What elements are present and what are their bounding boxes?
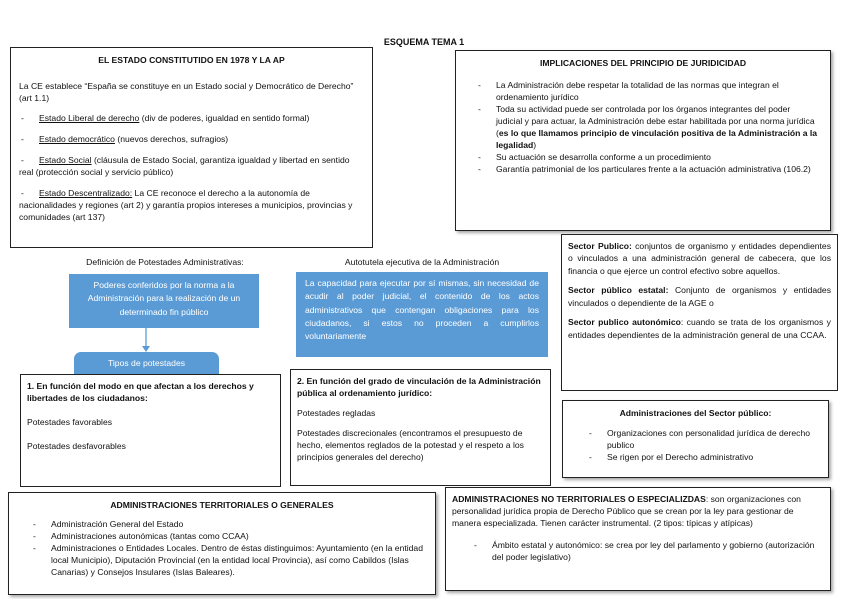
no-territoriales-box xyxy=(445,487,831,591)
adm-sector-box xyxy=(562,400,829,478)
autotutela-caption: Autotutela ejecutiva de la Administración xyxy=(344,257,500,267)
sector-publico-box xyxy=(561,234,838,391)
juridicidad-item: - Garantía patrimonial de los particulares frente a la actuación administrativa (106.2) xyxy=(476,163,818,175)
juridicidad-title: IMPLICACIONES DEL PRINCIPIO DE JURIDICIDAD xyxy=(539,58,747,68)
adm-sector-item: - Organizaciones con personalidad jurídica de derecho publico xyxy=(587,427,818,451)
estado-intro: La CE establece “España se constituye en un Estado social y Democrático de Derecho” (art 1.1) xyxy=(19,81,354,104)
juridicidad-box xyxy=(455,50,831,231)
grado-item: Potestades discrecionales (encontramos el presupuesto de hecho, elementos reglados de la potestad y el respeto a los principios generales del derecho) xyxy=(297,428,524,463)
potestades-caption: Definición de Potestades Administrativas: xyxy=(86,257,244,267)
modo-item: Potestades desfavorables xyxy=(27,441,126,452)
estado-item-social: - Estado Social (cláusula de Estado Social, garantiza igualdad y libertad en sentido real (protección social y servicio público) xyxy=(19,154,364,178)
estado-item-descentralizado: - Estado Descentralizado: La CE reconoce el derecho a la autonomía de nacionalidades y regiones (art 2) y garantía propios intereses a municipios, provincias y comunidades (art 137) xyxy=(19,187,364,223)
potestades-grado-box xyxy=(290,369,551,486)
territoriales-box xyxy=(8,492,436,595)
juridicidad-list xyxy=(468,79,818,175)
juridicidad-item: - Toda su actividad puede ser controlada por los órganos integrantes del poder judicial y para actuar, la Administración debe estar habilitada por una norma jurídica (es lo que llamamos principio de vinculación positiva de la Administración a la legalidad) xyxy=(476,103,818,151)
modo-title: 1. En función del modo en que afectan a los derechos y libertades de los ciudadanos: xyxy=(27,381,254,404)
estado-item-liberal: - Estado Liberal de derecho (div de poderes, igualdad en sentido formal) xyxy=(19,112,364,124)
juridicidad-item: - La Administración debe respetar la totalidad de las normas que integran el ordenamiento jurídico xyxy=(476,79,818,103)
grado-title: 2. En función del grado de vinculación de la Administración pública al ordenamiento jurídico: xyxy=(297,376,541,399)
autotutela-text: La capacidad para ejecutar por sí mismas, sin necesidad de acudir al poder judicial, el contenido de los actos administrativos que contengan obligaciones para los ciudadanos, si estos no proceden a cumplirlos voluntariamente xyxy=(296,272,548,357)
potestades-modo-box xyxy=(20,374,281,487)
sector-publico-def: Sector Publico: conjuntos de organismo y entidades dependientes o vinculados a una administración general de cabecera, que los financia o que ejerce un control efectivo sobre aquellos. xyxy=(568,241,831,276)
juridicidad-item: - Su actuación se desarrolla conforme a un procedimiento xyxy=(476,151,818,163)
territoriales-title: ADMINISTRACIONES TERRITORIALES O GENERALES xyxy=(110,500,334,510)
territoriales-item: - Administración General del Estado xyxy=(31,518,427,530)
adm-sector-item: - Se rigen por el Derecho administrativo xyxy=(587,451,818,463)
no-territoriales-item: - Ámbito estatal y autonómico: se crea por ley del parlamento y gobierno (autorización del poder legislativo) xyxy=(472,539,824,563)
territoriales-item: - Administraciones o Entidades Locales. Dentro de éstas distinguimos: Ayuntamiento (en la entidad local Municipio), Diputación Provincial (en la entidad local Provincia), así como Cabildos (Islas Canarias) y Consejos Insulares (Islas Baleares). xyxy=(31,542,427,578)
potestades-definition: Poderes conferidos por la norma a la Administración para la realización de un determinado fin público xyxy=(69,274,259,328)
territoriales-list xyxy=(17,518,427,578)
sector-publico-autonomico-def: Sector publico autonómico: cuando se trata de los organismos y entidades dependientes de la administración general de una CCAA. xyxy=(568,317,831,340)
estado-item-democratico: - Estado democrático (nuevos derechos, sufragios) xyxy=(19,133,364,145)
estado-list xyxy=(19,112,364,223)
page-title: ESQUEMA TEMA 1 xyxy=(383,37,465,47)
tipos-potestades-tab: Tipos de potestades xyxy=(74,352,219,374)
territoriales-item: - Administraciones autonómicas (tantas como CCAA) xyxy=(31,530,427,542)
sector-publico-estatal-def: Sector público estatal: Conjunto de organismos y entidades vinculados o dependiente de la AGE o xyxy=(568,285,831,308)
adm-sector-title: Administraciones del Sector público: xyxy=(619,408,772,418)
no-territoriales-def: ADMINISTRACIONES NO TERRITORIALES O ESPECIALIZDAS: son organizaciones con personalidad jurídica propia de Derecho Público que se crean por la ley para gestionar de manera especializada. Tienen carácter instrumental. (2 tipos: típicas y atípicas) xyxy=(452,494,801,529)
grado-item: Potestades regladas xyxy=(297,408,376,419)
estado-box xyxy=(10,47,373,248)
estado-title: EL ESTADO CONSTITUTIDO EN 1978 Y LA AP xyxy=(98,55,285,65)
no-territoriales-list xyxy=(452,539,824,563)
adm-sector-list xyxy=(573,427,818,463)
modo-item: Potestades favorables xyxy=(27,417,113,428)
